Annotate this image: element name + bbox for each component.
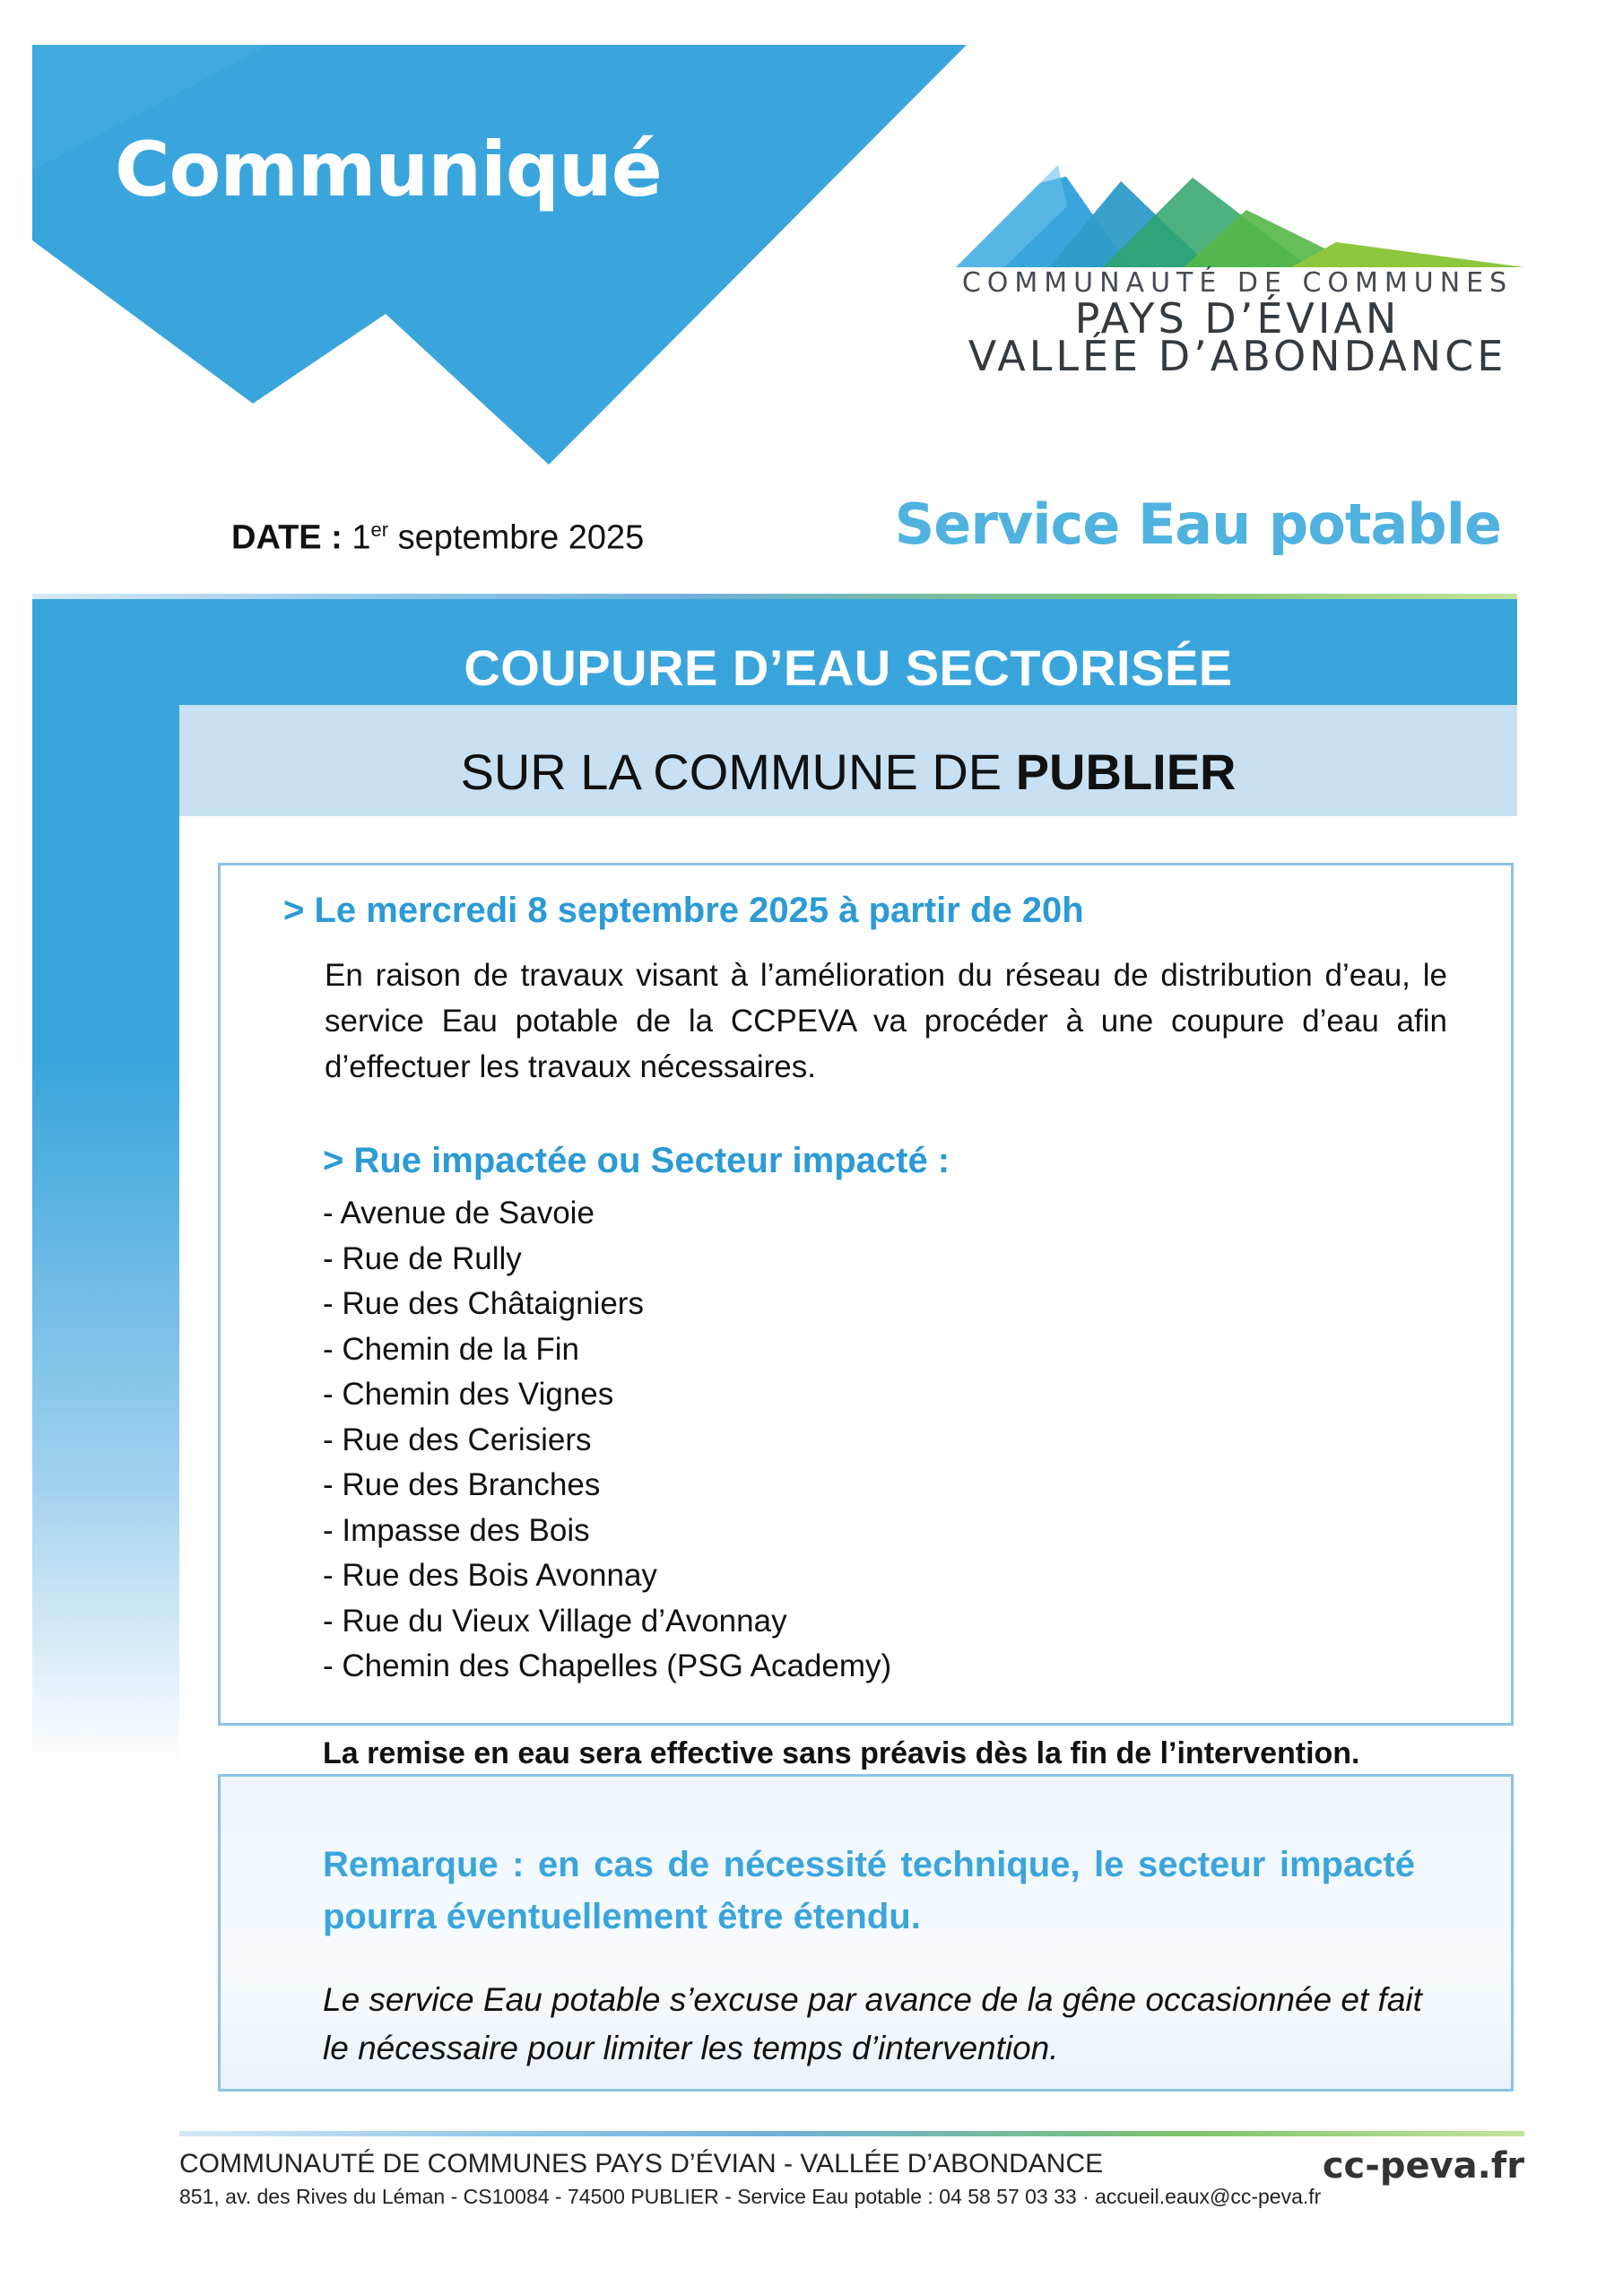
mountains-icon	[950, 152, 1533, 278]
list-item: - Rue des Châtaigniers	[323, 1286, 644, 1321]
restore-note: La remise en eau sera effective sans préavis dès la fin de l’intervention.	[323, 1736, 1360, 1770]
logo-line-3: VALLÉE D’ABONDANCE	[968, 332, 1507, 380]
list-item: - Chemin de la Fin	[323, 1331, 579, 1367]
subheadline	[179, 743, 1517, 801]
date-day: 1	[352, 518, 371, 557]
logo-line-1: COMMUNAUTÉ DE COMMUNES	[961, 267, 1514, 299]
outage-date: > Le mercredi 8 septembre 2025 à partir de 20h	[283, 891, 1084, 930]
footer-divider	[179, 2131, 1524, 2136]
list-item: - Rue des Branches	[323, 1467, 601, 1502]
logo-line-2: PAYS D’ÉVIAN	[1074, 294, 1401, 343]
page-title: Communiqué	[115, 126, 662, 213]
ccpeva-logo	[950, 152, 1533, 386]
service-title: Service Eau potable	[894, 491, 1501, 557]
commune-name: PUBLIER	[1015, 744, 1237, 800]
list-item: - Rue des Bois Avonnay	[323, 1558, 657, 1593]
headline: COUPURE D’EAU SECTORISÉE	[464, 639, 1233, 696]
list-item: - Chemin des Vignes	[323, 1377, 614, 1412]
left-accent-band	[32, 599, 179, 1765]
list-item: - Rue de Rully	[323, 1240, 522, 1276]
date-label: DATE :	[231, 518, 343, 557]
list-item: - Avenue de Savoie	[323, 1196, 595, 1231]
footer-website-link[interactable]: cc-peva.fr	[1322, 2145, 1524, 2187]
footer-org: COMMUNAUTÉ DE COMMUNES PAYS D’ÉVIAN - VALLÉE D’ABONDANCE	[179, 2149, 1104, 2179]
date-rest: septembre 2025	[397, 518, 645, 557]
list-item: - Chemin des Chapelles (PSG Academy)	[323, 1648, 892, 1683]
list-item: - Rue du Vieux Village d’Avonnay	[323, 1603, 787, 1639]
date-day-suffix: er	[370, 518, 389, 541]
footer-address: 851, av. des Rives du Léman - CS10084 - 74500 PUBLIER - Service Eau potable : 04 58 57 03 33 · accueil.eaux@cc-peva.fr	[179, 2185, 1322, 2208]
notice-intro: En raison de travaux visant à l’amélioration du réseau de distribution d’eau, le service Eau potable de la CCPEVA va procéder à une coupure d’eau afin d’effectuer les travaux nécessaires.	[325, 958, 1447, 1084]
date-line	[231, 518, 644, 558]
list-item: - Rue des Cerisiers	[323, 1422, 592, 1457]
street-list	[323, 1191, 891, 1690]
list-item: - Impasse des Bois	[323, 1512, 590, 1548]
remark-text: Remarque : en cas de nécessité technique, le secteur impacté pourra éventuellement être étendu.	[323, 1845, 1415, 1936]
apology-text: Le service Eau potable s’excuse par avance de la gêne occasionnée et fait le nécessaire pour limiter les temps d’intervention.	[323, 1981, 1422, 2066]
streets-heading: > Rue impactée ou Secteur impacté :	[323, 1141, 950, 1180]
subheadline-prefix: SUR LA COMMUNE DE	[460, 744, 1002, 800]
